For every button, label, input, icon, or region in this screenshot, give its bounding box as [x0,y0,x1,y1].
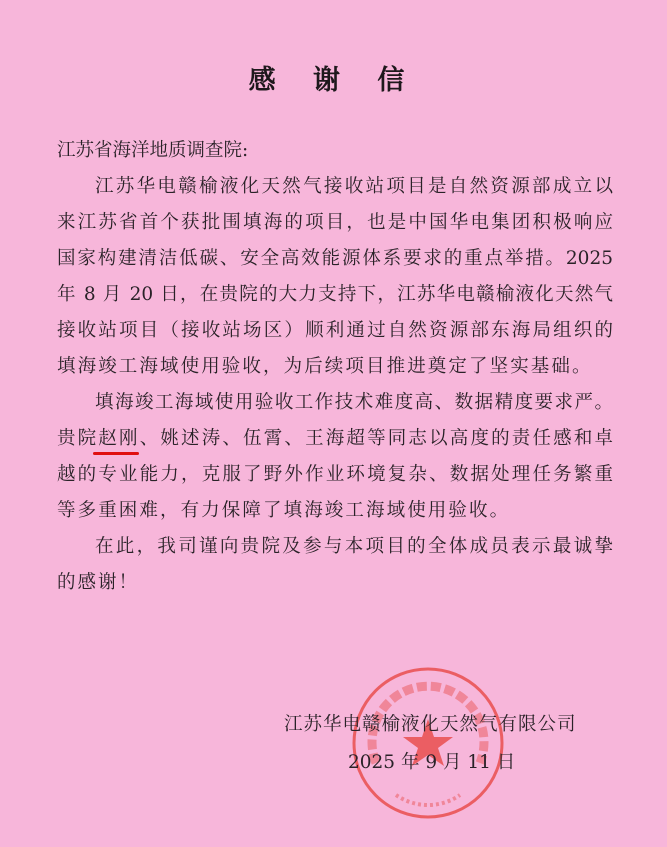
body-line: 接收站项目（接收站场区）顺利通过自然资源部东海局组织的 [57,320,613,341]
letter-title: 感 谢 信 [248,65,419,96]
seal-code-mark [396,795,460,805]
body-line: 等多重困难，有力保障了填海竣工海域使用验收。 [57,500,511,521]
salutation: 江苏省海洋地质调查院: [57,140,249,161]
body-line: 填海竣工海域使用验收工作技术难度高、数据精度要求严。 [95,392,613,413]
body-line: 年 8 月 20 日，在贵院的大力支持下，江苏华电赣榆液化天然气 [57,284,613,305]
body-line: 国家构建清洁低碳、安全高效能源体系要求的重点举措。2025 [57,248,613,269]
body-line: 江苏华电赣榆液化天然气接收站项目是自然资源部成立以 [95,176,613,197]
body-line: 贵院赵刚、姚述涛、伍霄、王海超等同志以高度的责任感和卓 [57,428,613,449]
body-line: 在此，我司谨向贵院及参与本项目的全体成员表示最诚挚 [95,536,613,557]
body-line: 的感谢！ [57,572,140,593]
signature-date: 2025 年 9 月 11 日 [348,752,516,773]
body-line: 越的专业能力，克服了野外作业环境复杂、数据处理任务繁重 [57,464,613,485]
body-line: 来江苏省首个获批围填海的项目，也是中国华电集团积极响应 [57,212,613,233]
company-seal [348,663,508,823]
body-line: 填海竣工海域使用验收，为后续项目推进奠定了坚实基础。 [57,356,593,377]
signature-company: 江苏华电赣榆液化天然气有限公司 [284,714,577,735]
name-underline [93,452,139,455]
